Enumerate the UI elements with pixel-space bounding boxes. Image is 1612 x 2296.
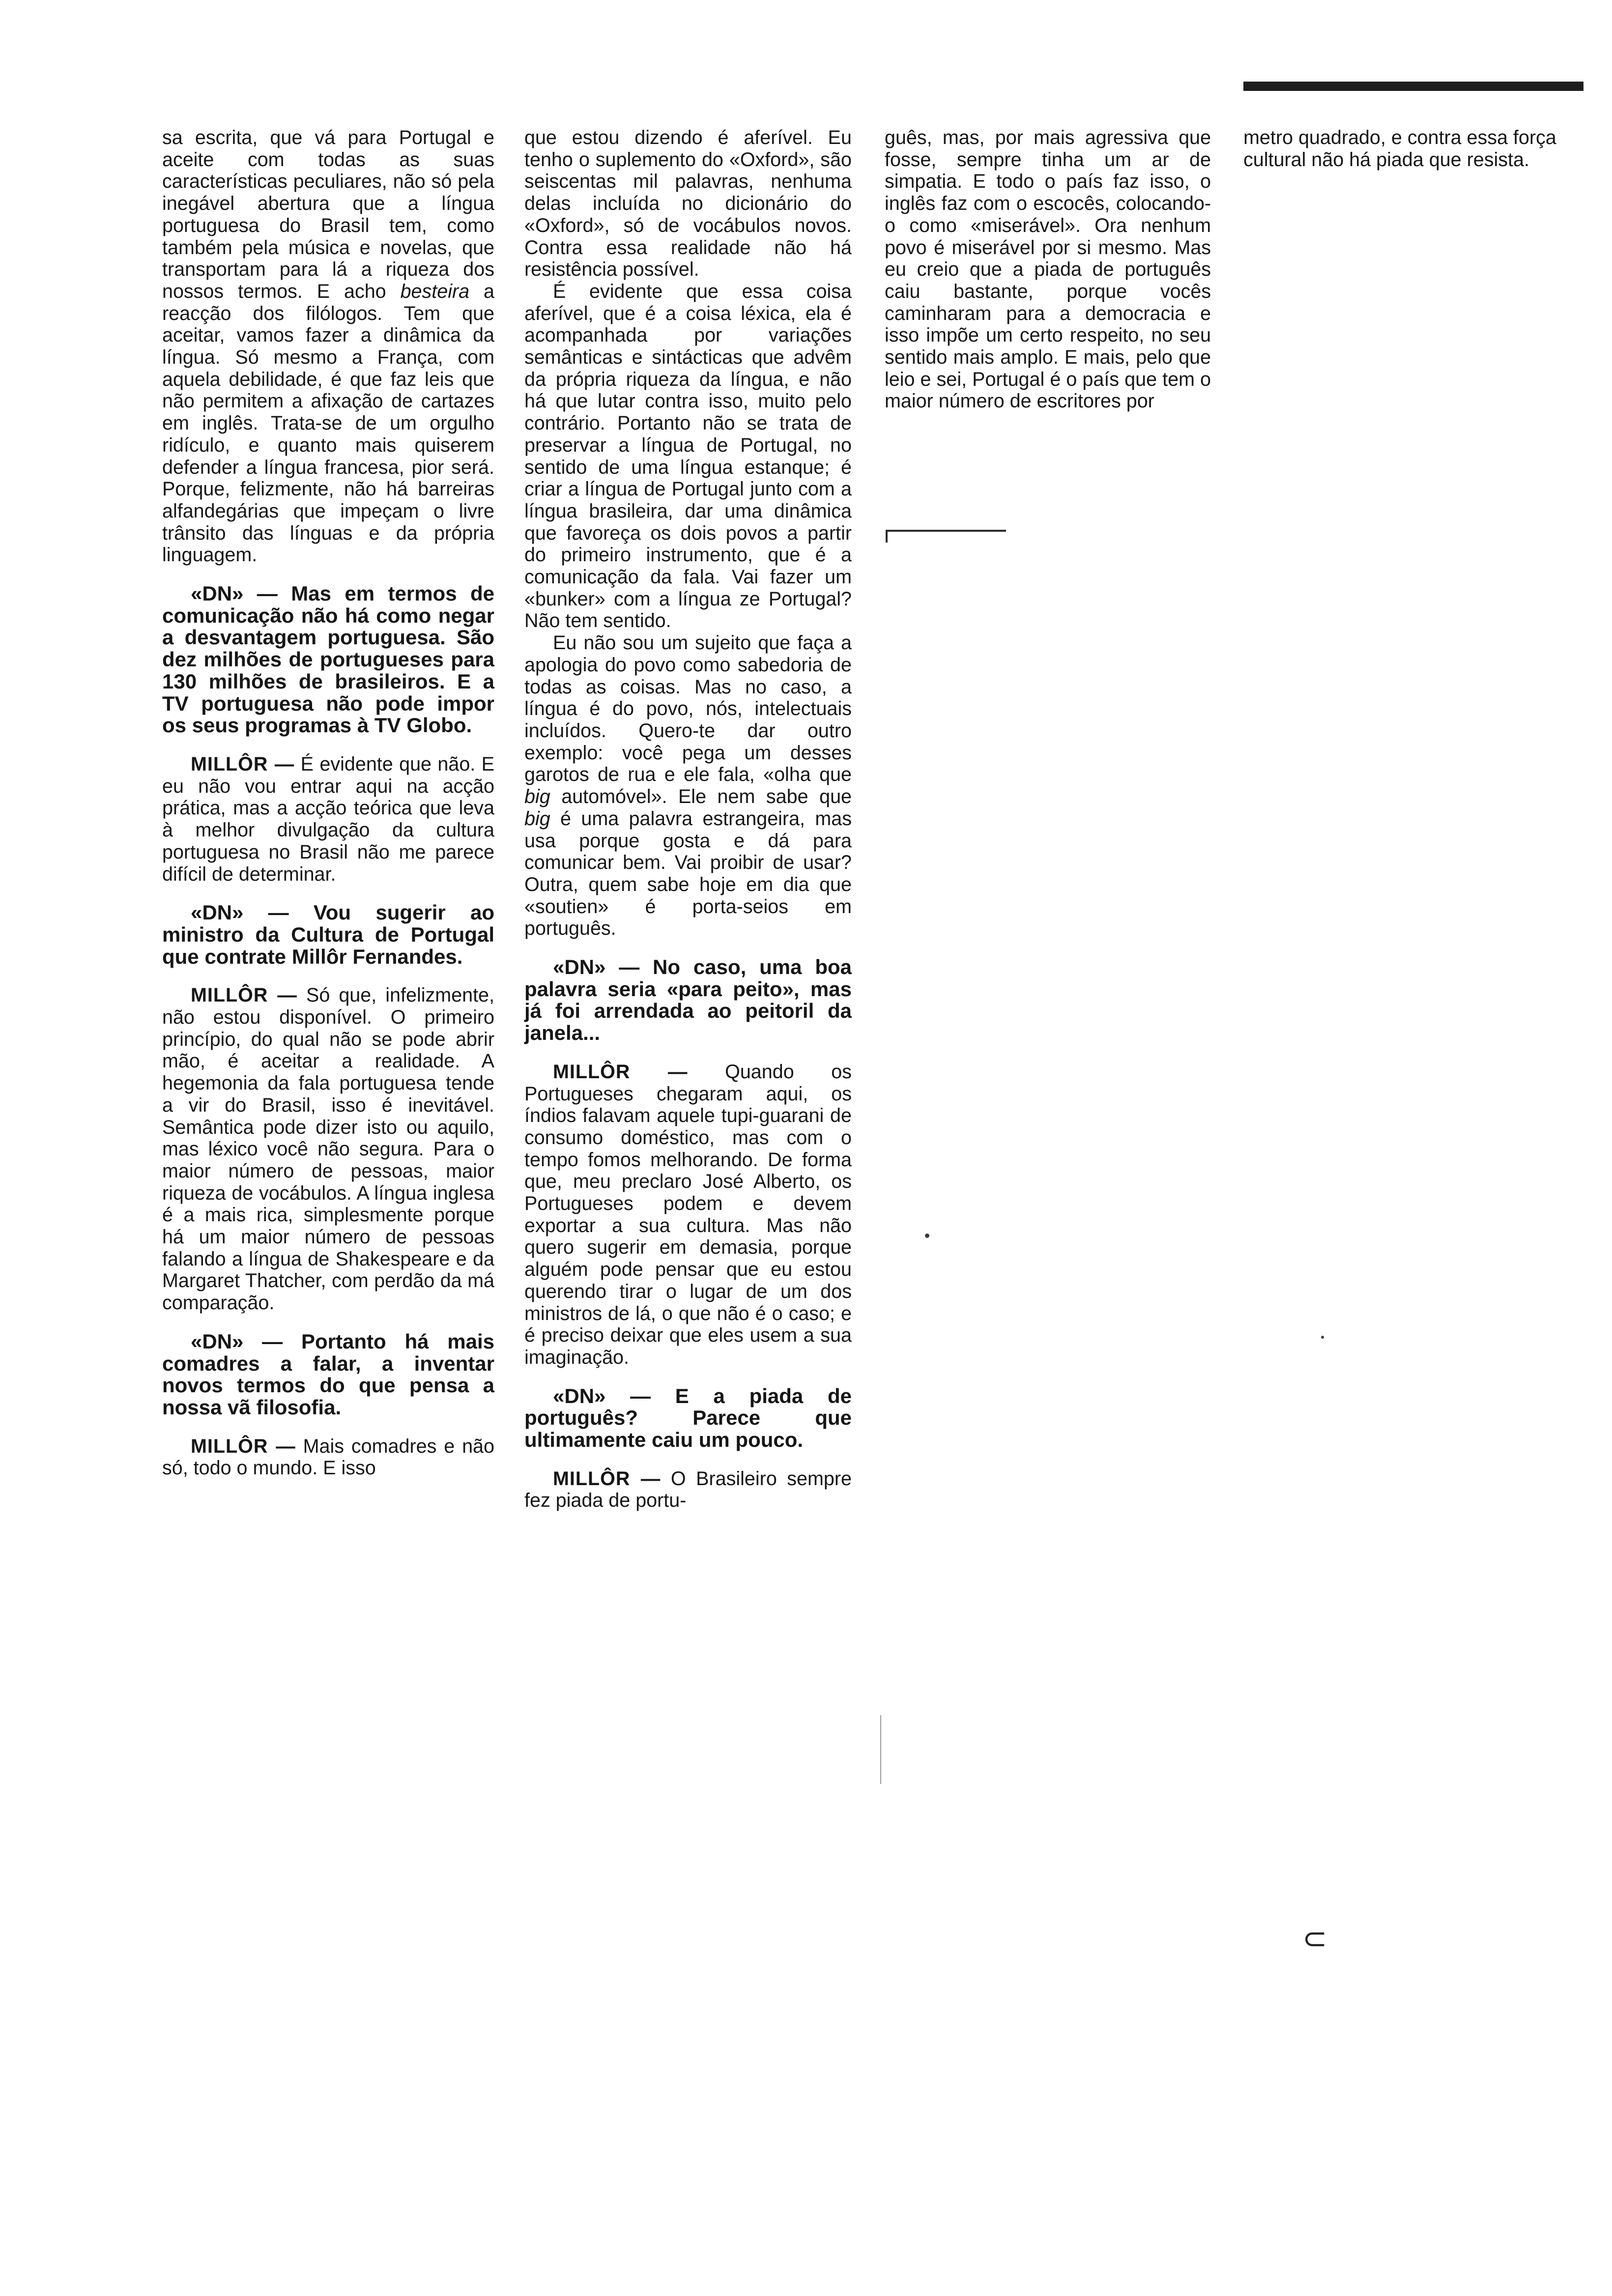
speaker-label: MILLÔR — — [191, 1435, 296, 1457]
interviewer-question: «DN» — Vou sugerir ao ministro da Cultura de Portugal que contrate Millôr Fernandes. — [162, 901, 494, 968]
answer-paragraph: MILLÔR — Mais comadres e não só, todo o mundo. E isso — [162, 1435, 494, 1479]
answer-paragraph: MILLÔR — O Brasileiro sempre fez piada de portu- — [524, 1467, 852, 1512]
speaker-label: MILLÔR — — [191, 984, 297, 1006]
paragraph: guês, mas, por mais agressiva que fosse, sempre tinha um ar de simpatia. E todo o país faz isso, o inglês faz com o escocês, colocando-o como «miserável». Ora nenhum povo é miserável por si mesmo. Mas eu creio que a piada de português caiu bastante, porque vocês caminharam para a democracia e isso impõe um certo respeito, no seu sentido mais amplo. E mais, pelo que leio e sei, Portugal é o país que tem o maior número de escritores por — [885, 127, 1211, 412]
end-rule — [886, 530, 1006, 532]
end-rule-tick — [886, 530, 888, 543]
interviewer-question: «DN» — Mas em termos de comunicação não há como negar a desvantagem portuguesa. São dez milhões de portugueses para 130 milhões de brasileiros. E a TV portuguesa não pode impor os seus programas à TV Globo. — [162, 582, 494, 737]
answer-paragraph: MILLÔR — Só que, infelizmente, não estou disponível. O primeiro princípio, do qual não se pode abrir mão, é aceitar a realidade. A hegemonia da fala portuguesa tende a vir do Brasil, isso é inevitável. Semântica pode dizer isto ou aquilo, mas léxico você não segura. Para o maior número de pessoas, maior riqueza de vocábulos. A língua inglesa é a mais rica, simplesmente porque há um maior número de pessoas falando a língua de Shakespeare e da Margaret Thatcher, com perdão da má comparação. — [162, 984, 494, 1314]
article-column-1 — [162, 127, 494, 1479]
scan-mark: ⊂ — [1302, 1922, 1327, 1955]
paragraph: sa escrita, que vá para Portugal e aceite com todas as suas características peculiares, não só pela inegável abertura que a língua portuguesa do Brasil tem, como também pela música e novelas, que transportam para lá a riqueza dos nossos termos. E acho besteira a reacção dos filólogos. Tem que aceitar, vamos fazer a dinâmica da língua. Só mesmo a França, com aquela debilidade, é que faz leis que não permitem a afixação de cartazes em inglês. Trata-se de um orgulho ridículo, e quanto mais quiserem defender a língua francesa, pior será. Porque, felizmente, não há barreiras alfandegárias que impeçam o livre trânsito das línguas e da própria linguagem. — [162, 127, 494, 566]
interviewer-question: «DN» — E a piada de português? Parece que ultimamente caiu um pouco. — [524, 1384, 852, 1452]
scan-speck — [925, 1234, 929, 1238]
speaker-label: MILLÔR — — [553, 1467, 661, 1490]
top-rule — [1243, 82, 1583, 91]
scan-artifact-line — [880, 1715, 881, 1784]
speaker-label: MILLÔR — — [191, 753, 295, 775]
paragraph: que estou dizendo é aferível. Eu tenho o suplemento do «Oxford», são seiscentas mil palavras, nenhuma delas incluída no dicionário do «Oxford», só de vocábulos novos. Contra essa realidade não há resistência possível. — [524, 127, 852, 281]
answer-paragraph: MILLÔR — É evidente que não. E eu não vou entrar aqui na acção prática, mas a acção teórica que leva à melhor divulgação da cultura portuguesa no Brasil não me parece difícil de determinar. — [162, 753, 495, 885]
paragraph: metro quadrado, e contra essa força cultural não há piada que resista. — [1243, 127, 1556, 171]
interviewer-question: «DN» — Portanto há mais comadres a falar, a inventar novos termos do que pensa a nossa vã filosofia. — [162, 1329, 494, 1419]
article-column-3 — [885, 127, 1211, 412]
article-column-4 — [1243, 127, 1575, 171]
paragraph: Eu não sou um sujeito que faça a apologia do povo como sabedoria de todas as coisas. Mas no caso, a língua é do povo, nós, intelectuais incluídos. Quero-te dar outro exemplo: você pega um desses garotos de rua e ele fala, «olha que big automóvel». Ele nem sabe que big é uma palavra estrangeira, mas usa porque gosta e dá para comunicar bem. Vai proibir de usar? Outra, quem sabe hoje em dia que «soutien» é porta-seios em português. — [524, 632, 852, 940]
scan-speck — [1321, 1336, 1324, 1339]
paragraph: É evidente que essa coisa aferível, que é a coisa léxica, ela é acompanhada por variações semânticas e sintácticas que advêm da própria riqueza da língua, e não há que lutar contra isso, muito pelo contrário. Portanto não se trata de preservar a língua de Portugal, no sentido de uma língua estanque; é criar a língua de Portugal junto com a língua brasileira, dar uma dinâmica que favoreça os dois povos a partir do primeiro instrumento, que é a comunicação da fala. Vai fazer um «bunker» com a língua ze Portugal? Não tem sentido. — [524, 280, 852, 632]
article-column-2 — [524, 127, 852, 1512]
answer-paragraph: MILLÔR — Quando os Portugueses chegaram aqui, os índios falavam aquele tupi-guarani de consumo doméstico, mas com o tempo fomos melhorando. De forma que, meu preclaro José Alberto, os Portugueses podem e devem exportar a sua cultura. Mas não quero sugerir em demasia, porque alguém pode pensar que eu estou querendo tirar o lugar de um dos ministros de lá, o que não é o caso; e é preciso deixar que eles usem a sua imaginação. — [524, 1061, 852, 1368]
speaker-label: MILLÔR — — [553, 1061, 688, 1083]
interviewer-question: «DN» — No caso, uma boa palavra seria «para peito», mas já foi arrendada ao peitoril da janela... — [524, 955, 852, 1045]
